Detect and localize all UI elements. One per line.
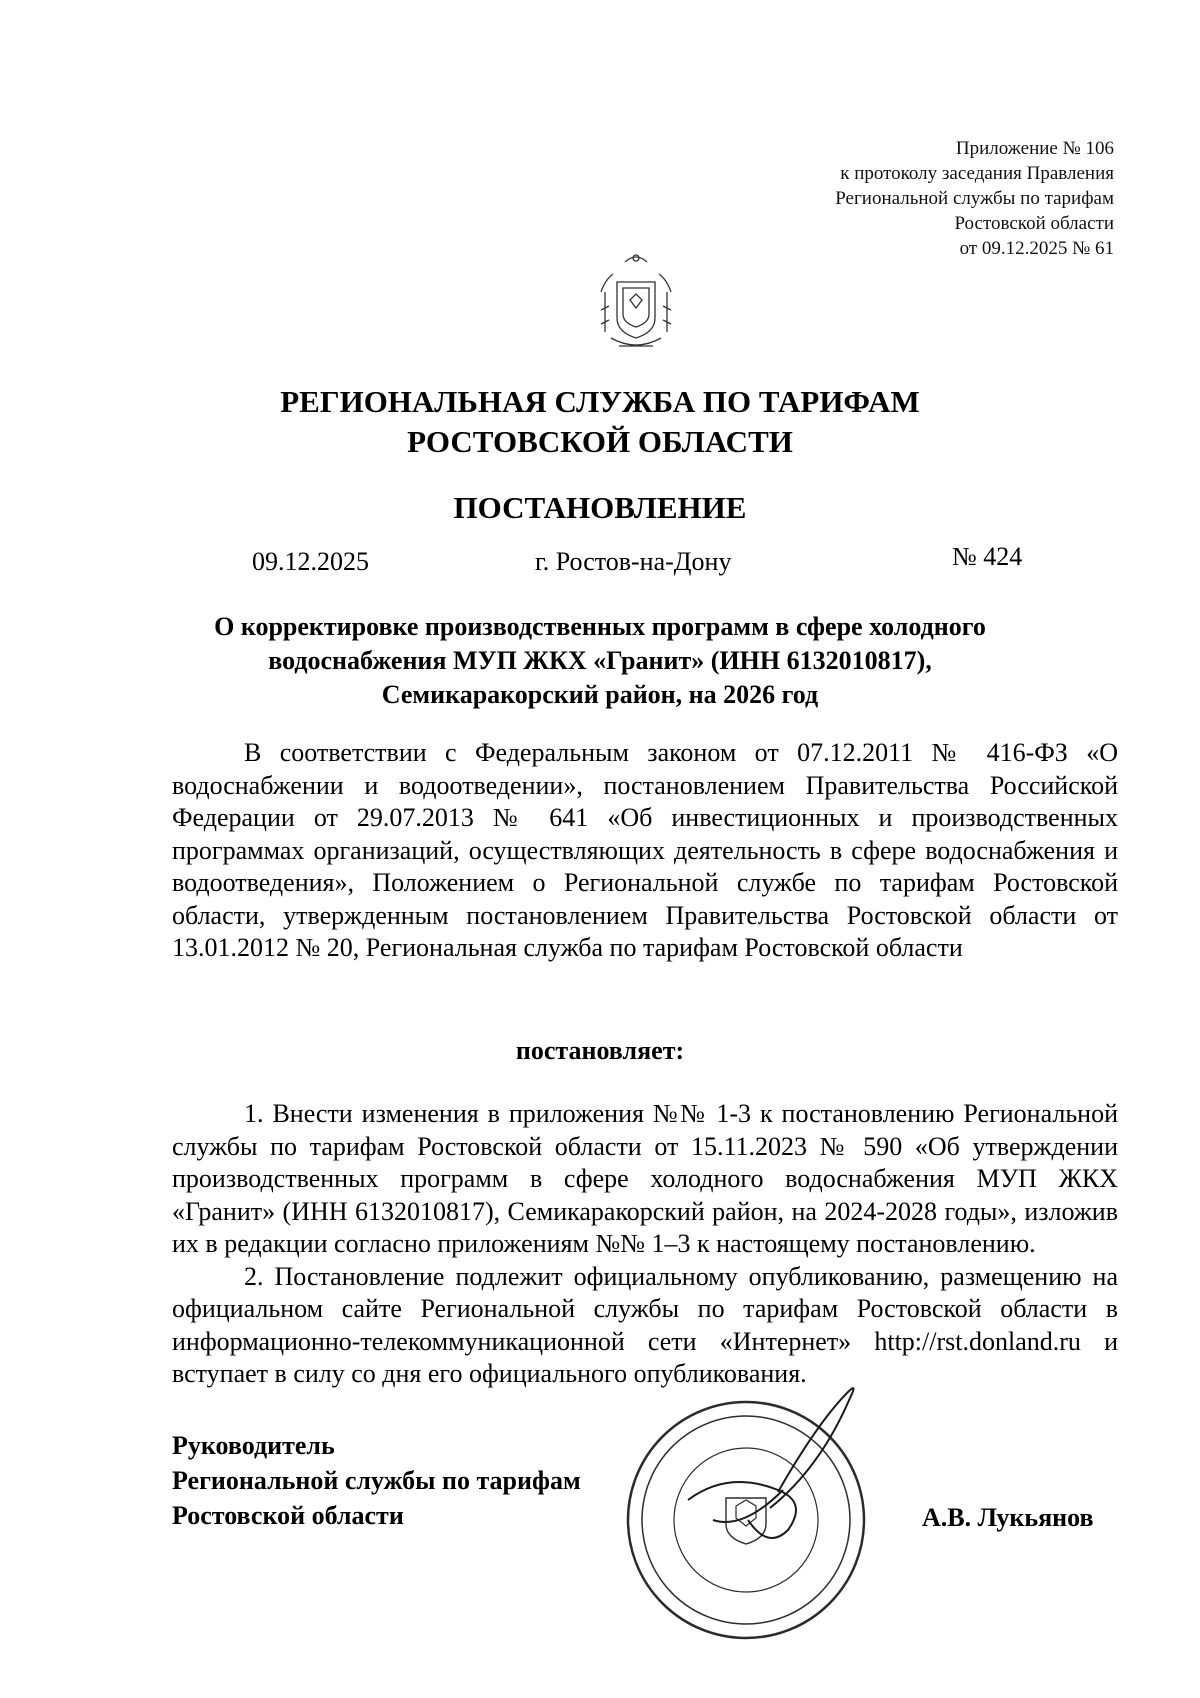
resolves-heading: постановляет: <box>515 1036 685 1065</box>
appendix-block <box>835 136 1114 261</box>
signatory-title-line-1: Руководитель <box>172 1431 335 1460</box>
resolution-item-1: 1. Внести изменения в приложения №№ 1-3 к постановлению Региональной службы по тарифам Ростовской области от 15.11.2023 № 590 «Об утверждении производственных программ в сфере холодного водоснабжения МУП ЖКХ «Гранит» (ИНН 6132010817), Семикаракорский район, на 2024-2028 годы», изложив их в редакции согласно приложениям №№ 1–3 к настоящему постановлению. <box>172 1099 1118 1258</box>
document-subject <box>150 610 1050 712</box>
resolution-item-2: 2. Постановление подлежит официальному опубликованию, размещению на официальном сайте Региональной службы по тарифам Ростовской области в информационно-телекоммуникационной сети «Интернет» http://rst.donland.ru и вступает в силу со дня его официального опубликования. <box>172 1261 1118 1388</box>
subject-line-2: водоснабжения МУП ЖКХ «Гранит» (ИНН 6132010817), <box>268 646 932 675</box>
document-number: № 424 <box>952 542 1023 571</box>
organization-title-line-1: РЕГИОНАЛЬНАЯ СЛУЖБА ПО ТАРИФАМ <box>280 384 920 419</box>
signatory-title <box>172 1428 581 1533</box>
organization-title-line-2: РОСТОВСКОЙ ОБЛАСТИ <box>407 424 793 459</box>
appendix-line-4: Ростовской области <box>954 213 1114 234</box>
appendix-line-2: к протоколу заседания Правления <box>840 163 1114 184</box>
subject-line-1: О корректировке производственных программ в сфере холодного <box>214 612 986 641</box>
document-date: 09.12.2025 <box>252 547 369 576</box>
official-seal-icon <box>618 1380 878 1650</box>
coat-of-arms-icon <box>595 252 677 352</box>
document-city: г. Ростов-на-Дону <box>535 547 732 576</box>
signatory-title-line-2: Региональной службы по тарифам <box>172 1466 581 1495</box>
organization-title <box>0 382 1200 462</box>
preamble-paragraph: В соответствии с Федеральным законом от 07.12.2011 № 416-ФЗ «О водоснабжении и водоотведении», постановлением Правительства Российской Федерации от 29.07.2013 № 641 «Об инвестиционных и производственных программах организаций, осуществляющих деятельность в сфере водоснабжения и водоотведения», Положением о Региональной службе по тарифам Ростовской области, утвержденным постановлением Правительства Ростовской области от 13.01.2012 № 20, Региональная служба по тарифам Ростовской области <box>172 738 1118 962</box>
appendix-line-3: Региональной службы по тарифам <box>835 188 1114 209</box>
preamble <box>172 737 1118 965</box>
appendix-line-5: от 09.12.2025 № 61 <box>959 238 1114 259</box>
appendix-line-1: Приложение № 106 <box>955 138 1114 159</box>
signatory-title-line-3: Ростовской области <box>172 1501 404 1530</box>
document-type: ПОСТАНОВЛЕНИЕ <box>453 490 747 525</box>
signatory-name: А.В. Лукьянов <box>922 1503 1094 1532</box>
resolution-items <box>172 1098 1118 1391</box>
subject-line-3: Семикаракорский район, на 2026 год <box>381 680 819 709</box>
